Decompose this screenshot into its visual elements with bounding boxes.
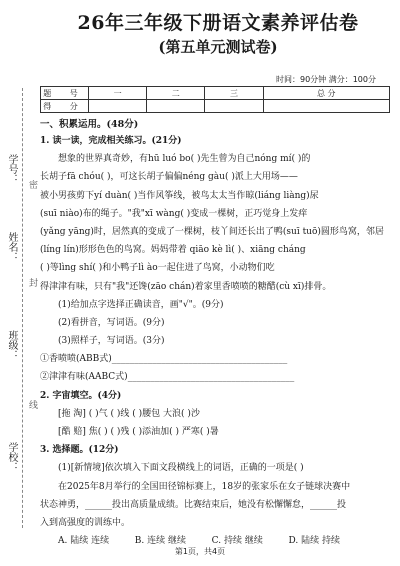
passage-line: 被小男孩剪下yí duàn( )当作风筝线，被鸟太太当作晾(liáng liàng)尿 [40,190,319,201]
fill-row[interactable]: [拖 淘] ( )气 ( )线 ( )腰包 大浪( )沙 [58,408,200,419]
passage-line: 得津津有味，只有"我"还馋(zāo chán)着家里香喷喷的糖醋(cù xī)排骨。 [40,281,332,292]
sub-question: (3)照样子，写词语。(3分) [58,336,165,347]
school-label: 学校： [6,442,17,472]
question-1-title: 1. 读一读，完成相关练习。(21分) [40,136,182,146]
score-label-cell: 得 分 [41,100,89,113]
passage-line: (suī niào)布的绳子。"我"xī wàng( )变成一棵树，正巧觉身上发痒 [40,208,308,219]
passage-line: (líng lín)形形色色的鸟窝。妈妈带着 qiāo kè lì( )、xiāng cháng [40,245,306,256]
option-c[interactable]: C. 持续 继续 [211,536,263,547]
seal-char-1: 密 [27,180,37,189]
page-footer: 第1页，共4页 [174,547,226,556]
score-table-header-row [41,87,390,100]
score-input-cell[interactable] [263,100,389,113]
score-table [40,86,390,113]
exam-title: 26年三年级下册语文素养评估卷 [77,12,359,34]
question-text-line: 状态神勇，______投出高质量成绩。比赛结束后，她没有松懈懈怠，______投 [40,499,347,510]
score-input-cell[interactable] [89,100,147,113]
score-table-score-row [41,100,390,113]
exam-subtitle: (第五单元测试卷) [158,38,278,56]
option-a[interactable]: A. 陆续 连续 [58,536,110,547]
question-text-line: 入到高强度的训练中。 [40,517,131,528]
score-header-cell: 题 号 [41,87,89,100]
section-heading: 一、积累运用。(48分) [40,119,139,130]
option-b[interactable]: B. 连续 继续 [134,536,186,547]
fill-row[interactable]: [酷 赔] 焦( ) ( )残 ( )添油加( ) 严寒( )暑 [58,427,219,437]
sub-question: (2)看拼音，写词语。(9分) [58,317,165,328]
pattern-answer-line[interactable]: ①香喷喷(ABB式)_______________________________________ [40,354,288,365]
passage-line: ( )等lìng shí( )和小鸭子lì ào一起住进了鸟窝，小动物们吃 [40,263,275,274]
choice-question: (1)[新情境]依次填入下面文段横线上的词语，正确的一项是( ) [58,463,304,474]
passage-line: (yǎng yāng)时，居然真的变成了一棵树，枝丫间还长出了鸭(suī tuō)圆形鸟窝，邻居 [40,226,384,237]
seal-char-2: 封 [27,278,37,287]
pattern-answer-line[interactable]: ②津津有味(AABC式)_____________________________________ [40,372,295,383]
score-header-cell: 三 [205,87,263,100]
name-label: 姓名： [6,232,17,262]
question-3-title: 3. 选择题。(12分) [40,445,119,456]
question-2-title: 2. 字宙填空。(4分) [40,390,122,401]
score-input-cell[interactable] [205,100,263,113]
option-d[interactable]: D. 陆续 持续 [288,536,340,547]
time-info: 时间：90分钟 满分：100分 [276,75,376,84]
question-text-line: 在2025年8月举行的全国田径锦标赛上，18岁的张家乐在女子链球决赛中 [58,481,351,492]
score-input-cell[interactable] [147,100,205,113]
class-label: 班级： [6,330,17,360]
seal-char-3: 线 [27,400,37,409]
seal-line [22,88,23,528]
score-header-cell: 二 [147,87,205,100]
passage-line: 想象的世界真奇妙，有hū luó bo( )先生曾为自己nóng mí( )的 [58,154,311,165]
student-id-label: 学号： [6,154,17,184]
passage-line: 长胡子fā chóu( )，可这长胡子偏偏néng gàu( )派上大用场—— [40,172,298,183]
sub-question: (1)给加点字选择正确读音，画"√"。(9分) [58,299,224,310]
score-header-cell: 总 分 [263,87,389,100]
exam-body [40,132,394,550]
score-header-cell: 一 [89,87,147,100]
